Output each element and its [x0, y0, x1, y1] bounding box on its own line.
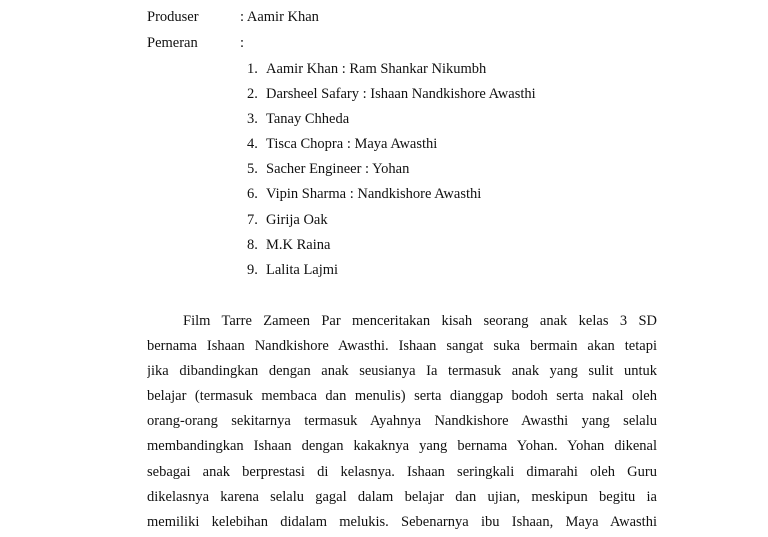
paragraph-line: sebagai anak berprestasi di kelasnya. Ishaan seringkali dimarahi oleh Guru [147, 463, 657, 480]
list-item-text: Lalita Lajmi [266, 261, 339, 278]
paragraph-line: membandingkan Ishaan dengan kakaknya yang bernama Yohan. Yohan dikenal [147, 438, 657, 455]
paragraph-line: jika dibandingkan dengan anak seusianya Ia termasuk anak yang sulit untuk [147, 363, 657, 380]
list-item-number: 2. [247, 86, 258, 103]
paragraph-line: dikelasnya karena selalu gagal dalam belajar dan ujian, meskipun begitu ia [147, 488, 657, 505]
synopsis-paragraph [147, 311, 657, 537]
list-item-number: 9. [247, 261, 258, 278]
list-item [247, 109, 536, 134]
list-item-text: Vipin Sharma : Nandkishore Awasthi [266, 186, 482, 203]
list-item-text: Tisca Chopra : Maya Awasthi [266, 136, 438, 153]
producer-label: Produser [147, 9, 199, 25]
producer-value: : Aamir Khan [240, 9, 319, 25]
cast-label: Pemeran [147, 35, 198, 51]
list-item-number: 7. [247, 211, 258, 228]
paragraph-line: memiliki kelebihan didalam melukis. Sebenarnya ibu Ishaan, Maya Awasthi [147, 513, 657, 530]
list-item-number: 3. [247, 111, 258, 128]
list-item-number: 1. [247, 61, 258, 77]
cast-list [247, 59, 536, 285]
paragraph-line: orang-orang sekitarnya termasuk Ayahnya Nandkishore Awasthi yang selalu [147, 413, 657, 430]
paragraph-line: bernama Ishaan Nandkishore Awasthi. Ishaan sangat suka bermain akan tetapi [147, 338, 657, 355]
paragraph-line: Film Tarre Zameen Par menceritakan kisah seorang anak kelas 3 SD [183, 313, 657, 329]
list-item-number: 8. [247, 236, 258, 253]
list-item-number: 6. [247, 186, 258, 203]
list-item [247, 59, 536, 84]
list-item-text: M.K Raina [266, 236, 331, 253]
list-item [247, 235, 536, 260]
list-item-number: 4. [247, 136, 258, 153]
list-item [247, 184, 536, 209]
list-item-number: 5. [247, 161, 258, 178]
list-item-text: Aamir Khan : Ram Shankar Nikumbh [266, 61, 487, 77]
list-item-text: Girija Oak [266, 211, 328, 228]
cast-colon: : [240, 35, 245, 51]
list-item [247, 210, 536, 235]
list-item [247, 84, 536, 109]
list-item [247, 134, 536, 159]
list-item-text: Sacher Engineer : Yohan [266, 161, 410, 178]
list-item-text: Darsheel Safary : Ishaan Nandkishore Awasthi [266, 86, 536, 103]
list-item [247, 159, 536, 184]
paragraph-line: belajar (termasuk membaca dan menulis) serta dianggap bodoh serta nakal oleh [147, 388, 657, 405]
list-item [247, 260, 536, 285]
list-item-text: Tanay Chheda [266, 111, 350, 128]
